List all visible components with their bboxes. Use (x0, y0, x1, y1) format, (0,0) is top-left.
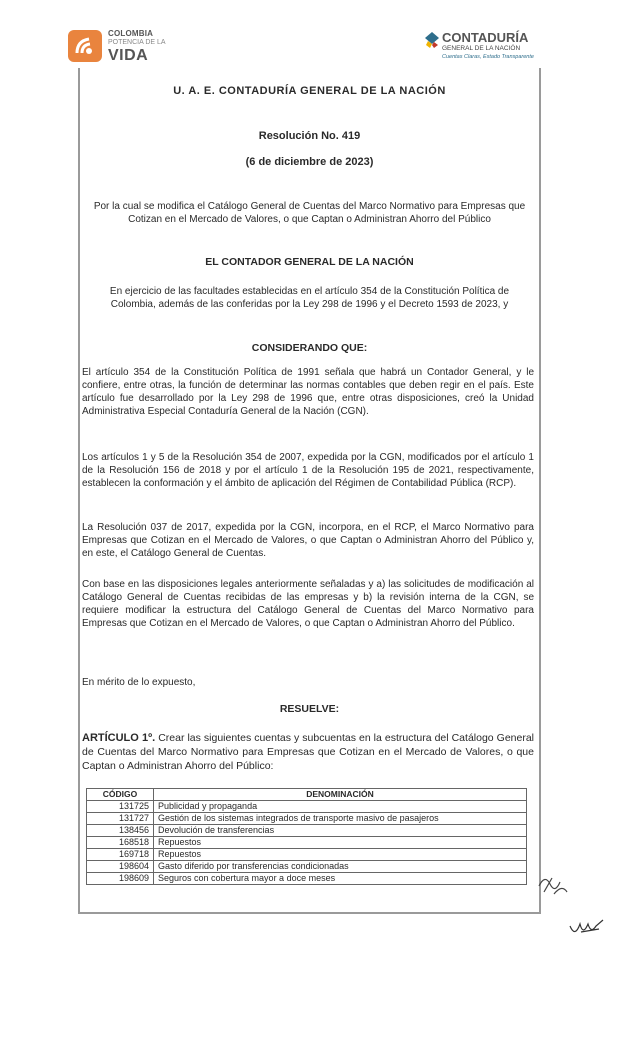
account-code: 168518 (87, 837, 154, 849)
logo-line-2: GENERAL DE LA NACIÓN (442, 45, 521, 52)
logo-slogan: Cuentas Claras, Estado Transparente (442, 54, 534, 60)
account-name: Seguros con cobertura mayor a doce meses (154, 873, 527, 885)
considering-paragraph-4: Con base en las disposiciones legales anteriormente señaladas y a) las solicitudes de modificación al Catálogo General de Cuentas recibidas de las empresas y b) la revisión interna de la CGN, se requiere modificar la estructura del Catálogo General de Cuentas del Marco Normativo para Empresas que Cotizan en el Mercado de Valores, o que Captan o Administran Ahorro del Público. (82, 579, 534, 629)
account-code: 169718 (87, 849, 154, 861)
logo-line-1: CONTADURÍA (442, 30, 529, 45)
logo-line-2: POTENCIA DE LA (108, 39, 166, 46)
authority-heading: EL CONTADOR GENERAL DE LA NACIÓN (205, 256, 414, 268)
article-1-lead: ARTÍCULO 1º. (82, 732, 156, 744)
account-name: Gasto diferido por transferencias condicionadas (154, 861, 527, 873)
logo-line-1: COLOMBIA (108, 29, 154, 38)
account-name: Publicidad y propaganda (154, 801, 527, 813)
account-name: Repuestos (154, 837, 527, 849)
table-header-row (87, 789, 527, 801)
account-name: Gestión de los sistemas integrados de transporte masivo de pasajeros (154, 813, 527, 825)
table-row (87, 801, 527, 813)
logo-line-3: VIDA (108, 47, 149, 64)
considering-paragraph-2: Los artículos 1 y 5 de la Resolución 354 de 2007, expedida por la CGN, modificados por el artículo 1 de la Resolución 156 de 2018 y por el artículo 1 de la Resolución 195 de 2021, respectivamente, establecen la conformación y el ámbito de aplicación del Régimen de Contabilidad Pública (RCP). (82, 452, 534, 489)
account-code: 131727 (87, 813, 154, 825)
merit-line: En mérito de lo expuesto, (82, 677, 196, 688)
contaduria-logo (425, 30, 565, 66)
account-name: Devolución de transferencias (154, 825, 527, 837)
account-code: 198609 (87, 873, 154, 885)
resolution-number: Resolución No. 419 (258, 130, 361, 142)
considering-paragraph-3: La Resolución 037 de 2017, expedida por la CGN, incorpora, en el RCP, el Marco Normativo para Empresas que Cotizan en el Mercado de Valores, o que Captan o Administran Ahorro del Público y, en este, el Catálogo General de Cuentas. (82, 522, 534, 559)
table-row (87, 861, 527, 873)
account-code: 138456 (87, 825, 154, 837)
powers-paragraph: En ejercicio de las facultades establecidas en el artículo 354 de la Constitución Política de Colombia, además de las conferidas por la Ley 298 de 1996 y el Decreto 1593 de 2023, y (109, 286, 510, 310)
accounts-table (86, 788, 527, 885)
considering-paragraph-1: El artículo 354 de la Constitución Política de 1991 señala que habrá un Contador General, y le confiere, entre otras, la función de determinar las normas contables que deben regir en el país. Este artículo fue desarrollado por la Ley 298 de 1996 que, entre otras disposiciones, creó la Unidad Administrativa Especial Contaduría General de la Nación (CGN). (82, 367, 534, 417)
table-row (87, 837, 527, 849)
resolution-date: (6 de diciembre de 2023) (245, 156, 374, 168)
contaduria-logo-icon (425, 32, 439, 48)
colombia-logo-icon (68, 30, 102, 62)
signature-mark-icon (567, 916, 607, 942)
initials-mark-icon (536, 872, 570, 900)
table-row (87, 873, 527, 885)
account-code: 131725 (87, 801, 154, 813)
article-1 (82, 731, 534, 773)
column-header-name: DENOMINACIÓN (154, 789, 527, 801)
table-row (87, 813, 527, 825)
colombia-potencia-de-la-vida-logo (68, 26, 178, 66)
account-code: 198604 (87, 861, 154, 873)
considering-heading: CONSIDERANDO QUE: (251, 342, 368, 354)
article-1-text: Crear las siguientes cuentas y subcuentas en la estructura del Catálogo General de Cuentas del Marco Normativo para Empresas que Cotizan en el Mercado de Valores, o que Captan o Administran Ahorro del Público: (82, 732, 535, 772)
account-name: Repuestos (154, 849, 527, 861)
document-title: U. A. E. CONTADURÍA GENERAL DE LA NACIÓN (173, 85, 446, 97)
column-header-code: CÓDIGO (87, 789, 154, 801)
table-row (87, 825, 527, 837)
table-row (87, 849, 527, 861)
resolves-heading: RESUELVE: (279, 703, 340, 715)
resolution-subject: Por la cual se modifica el Catálogo General de Cuentas del Marco Normativo para Empresas que Cotizan en el Mercado de Valores, o que Captan o Administran Ahorro del Público (93, 201, 526, 225)
